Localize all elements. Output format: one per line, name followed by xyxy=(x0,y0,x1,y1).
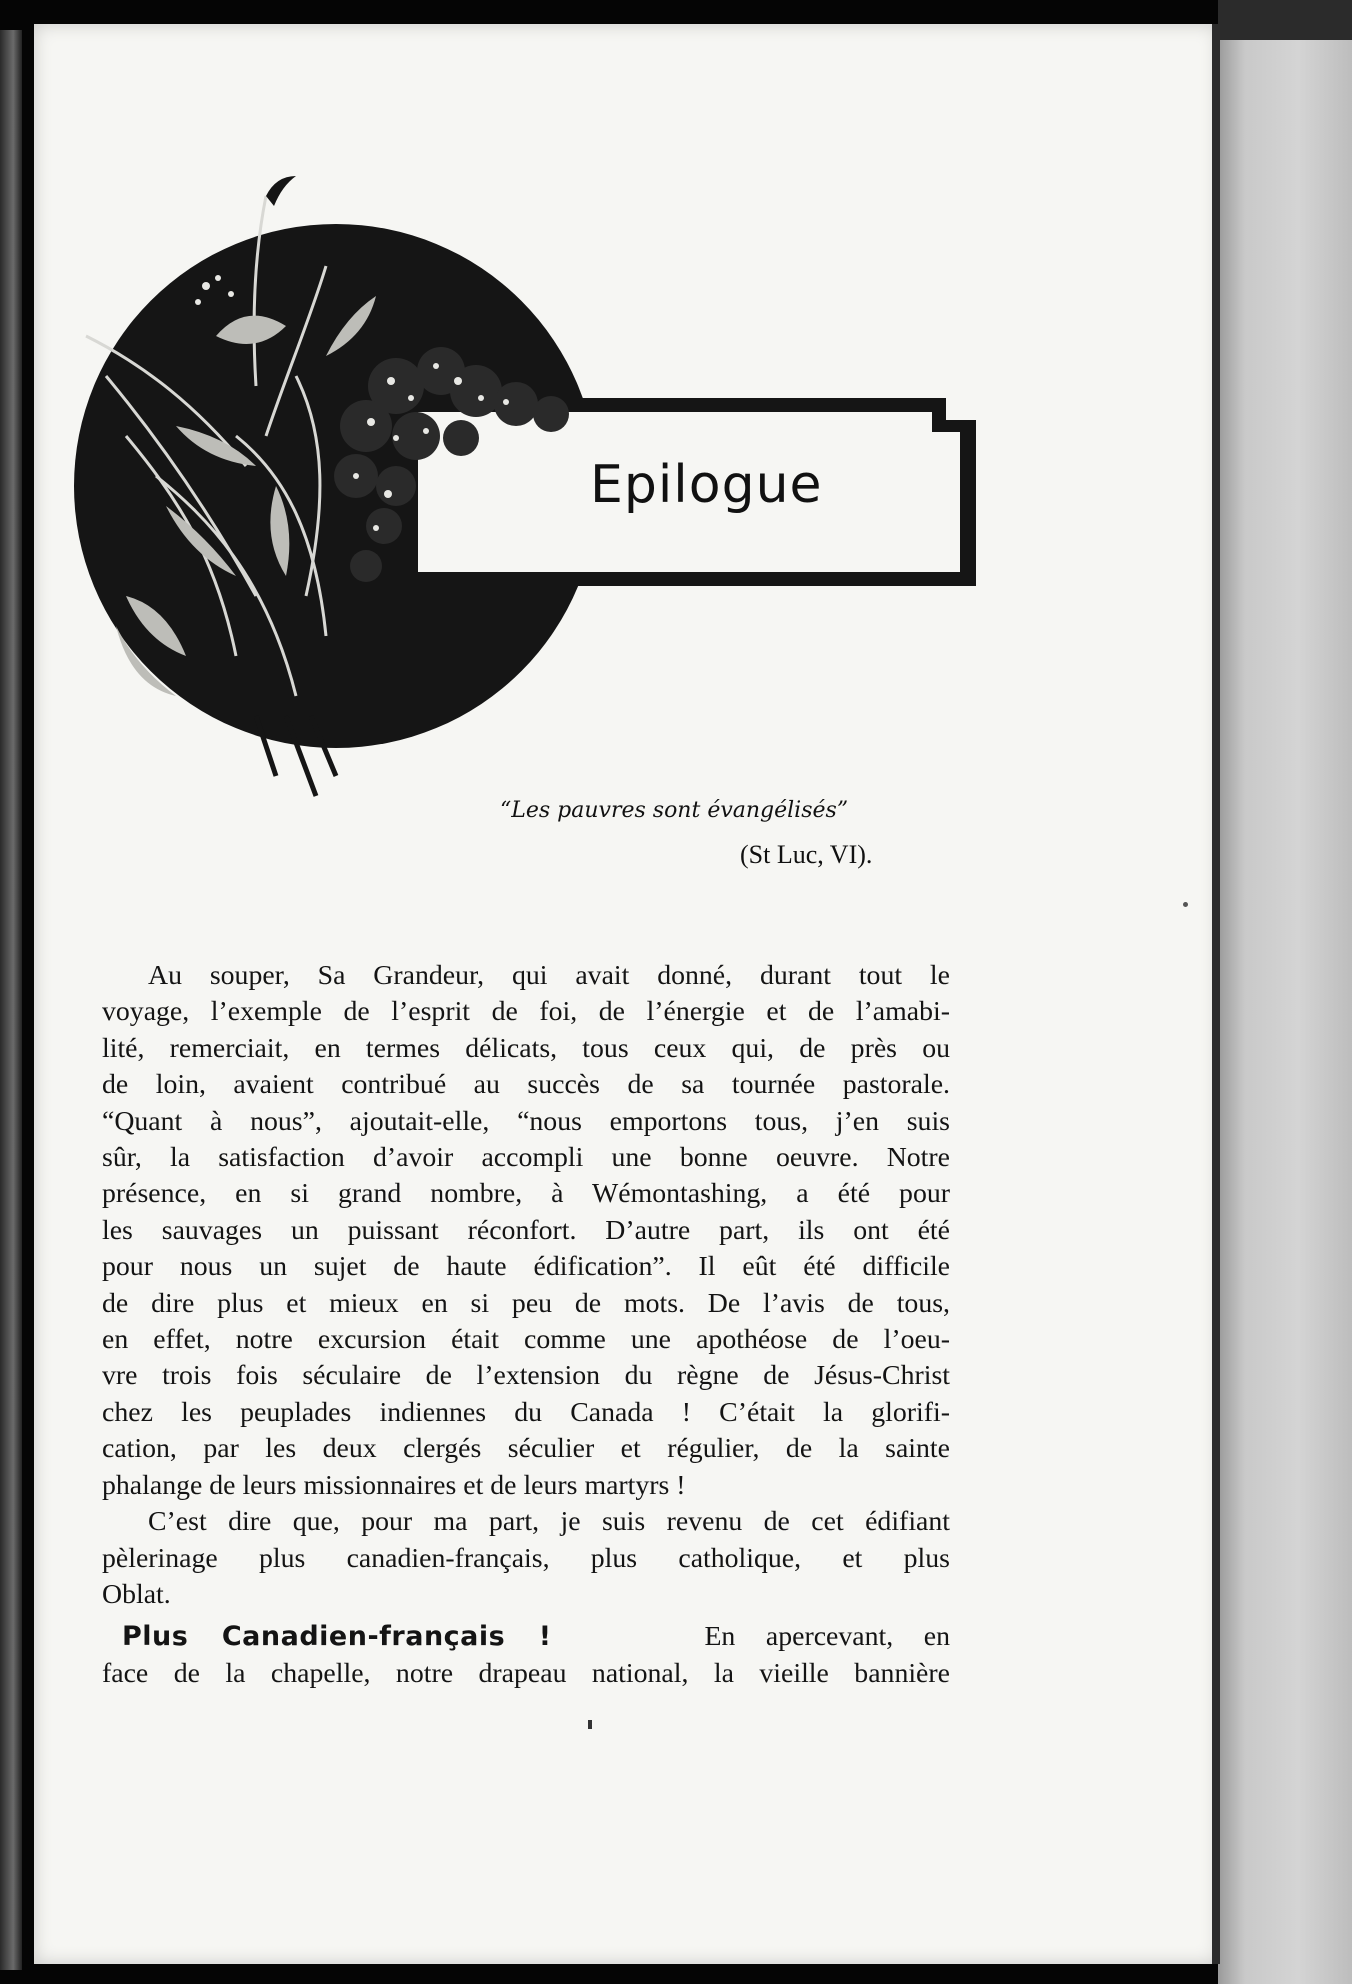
text-line: cation, par les deux clergés séculier et régulier, de la sainte xyxy=(102,1433,950,1465)
text-line: vre trois fois séculaire de l’extension du règne de Jésus-Christ xyxy=(102,1360,950,1392)
text-line: chez les peuplades indiennes du Canada ! C’était la glorifi- xyxy=(102,1396,950,1428)
text-fragment: En apercevant, en xyxy=(704,1621,951,1653)
page-mark xyxy=(588,1720,592,1729)
text-line: en effet, notre excursion était comme une apothéose de l’oeu- xyxy=(102,1324,950,1356)
text-line: de dire plus et mieux en si peu de mots. De l’avis de tous, xyxy=(102,1287,950,1319)
text-line: de loin, avaient contribué au succès de sa tournée pastorale. xyxy=(102,1069,950,1101)
paper-speck xyxy=(1183,902,1188,907)
text-line: C’est dire que, pour ma part, je suis revenu de cet édifiant xyxy=(148,1506,950,1538)
chapter-title: Epilogue xyxy=(590,455,823,515)
text-line: pour nous un sujet de haute édification”. Il eût été difficile xyxy=(102,1251,950,1283)
text-line: lité, remerciait, en termes délicats, tous ceux qui, de près ou xyxy=(102,1032,950,1064)
text-line: “Quant à nous”, ajoutait-elle, “nous emportons tous, j’en suis xyxy=(102,1105,950,1137)
book-board-edge xyxy=(1218,40,1352,1984)
text-line: les sauvages un puissant réconfort. D’autre part, ils ont été xyxy=(102,1214,950,1246)
epigraph-reference: (St Luc, VI). xyxy=(740,840,873,869)
previous-page-edge xyxy=(0,30,22,1970)
inline-heading: Plus Canadien-français ! xyxy=(122,1621,552,1653)
text-line: pèlerinage plus canadien-français, plus catholique, et plus xyxy=(102,1542,950,1574)
text-line: sûr, la satisfaction d’avoir accompli une bonne oeuvre. Notre xyxy=(102,1142,950,1174)
text-line xyxy=(102,1619,950,1655)
paragraph-1 xyxy=(102,958,950,1504)
paragraph-2 xyxy=(102,1504,950,1613)
text-line: présence, en si grand nombre, à Wémontashing, a été pour xyxy=(102,1178,950,1210)
text-line: face de la chapelle, notre drapeau national, la vieille bannière xyxy=(102,1657,950,1689)
text-line: Au souper, Sa Grandeur, qui avait donné, durant tout le xyxy=(148,960,950,991)
body-text xyxy=(102,958,950,1692)
text-line: phalange de leurs missionnaires et de leurs martyrs ! xyxy=(102,1469,686,1501)
page-right-edge xyxy=(1212,24,1220,1964)
epigraph-quote: “Les pauvres sont évangélisés” xyxy=(500,798,849,823)
paragraph-3 xyxy=(102,1619,950,1692)
text-line: Oblat. xyxy=(102,1578,171,1610)
text-line: voyage, l’exemple de l’esprit de foi, de l’énergie et de l’amabi- xyxy=(102,996,950,1028)
